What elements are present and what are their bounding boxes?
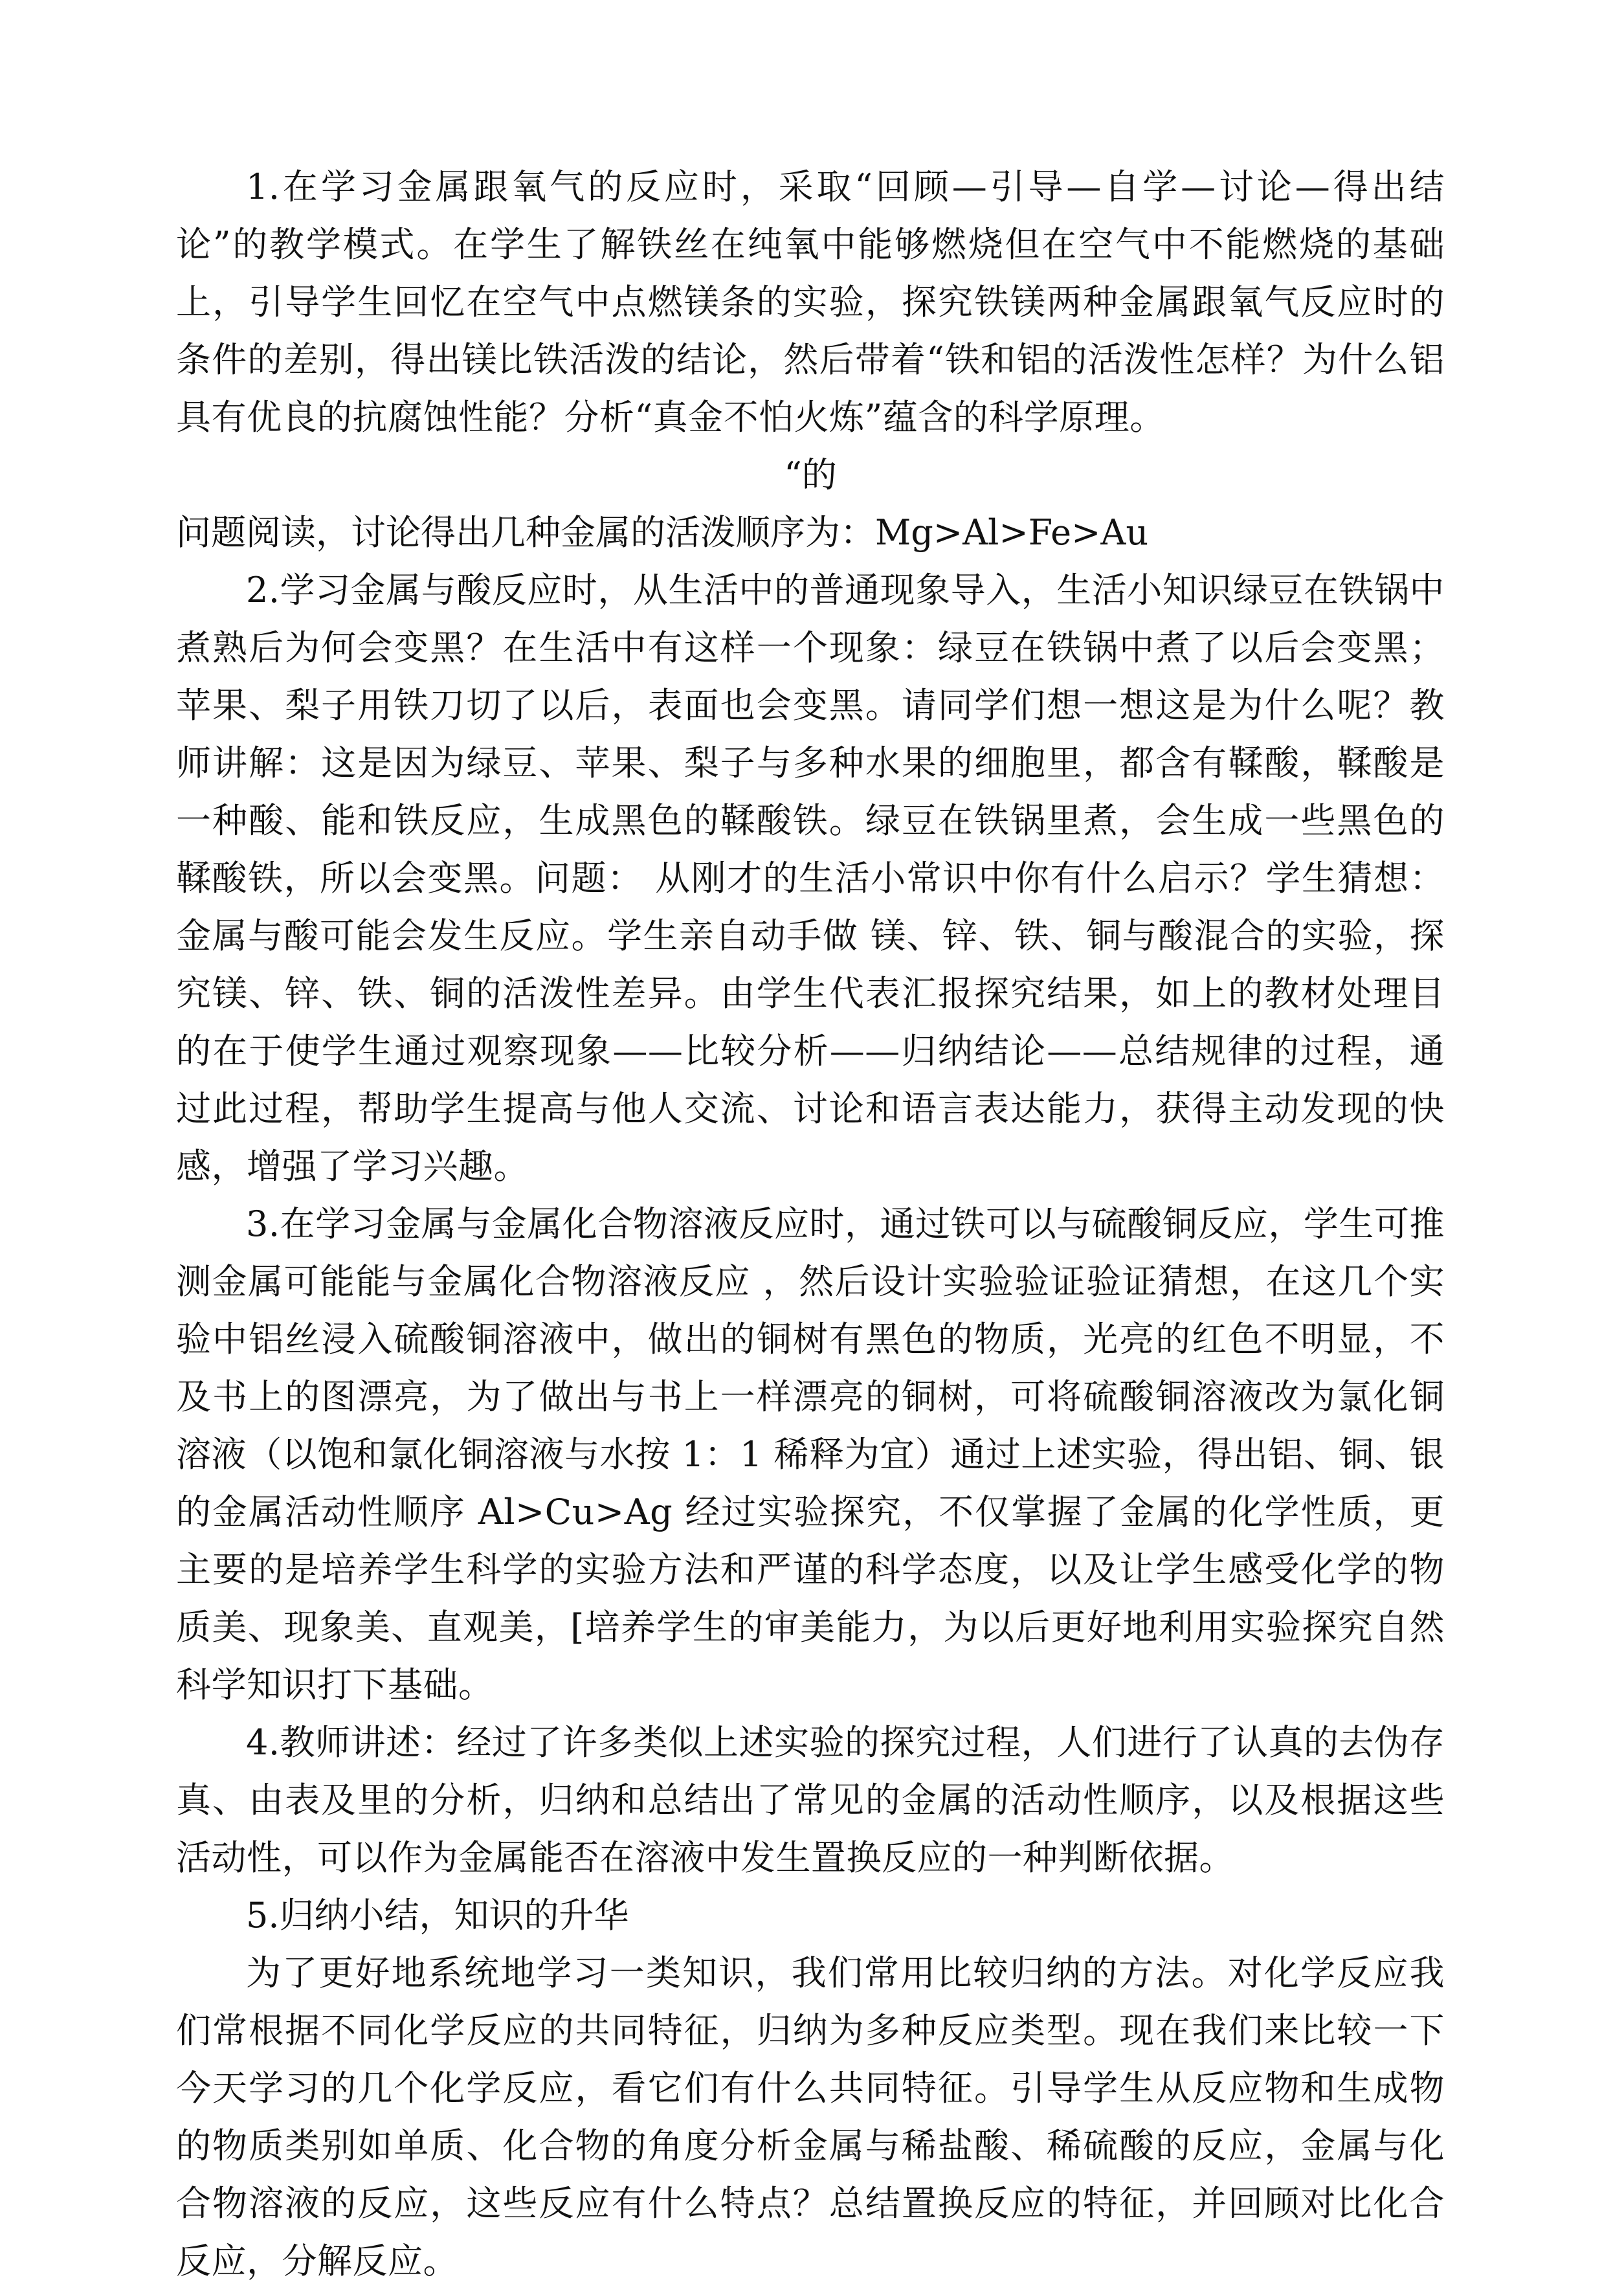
section-heading: 5.归纳小结，知识的升华: [246, 1895, 629, 1936]
document-body: [176, 158, 1445, 2290]
paragraph-1-fragment: “的: [784, 454, 837, 495]
paragraph-6: 为了更好地系统地学习一类知识，我们常用比较归纳的方法。对化学反应我们常根据不同化学反应的共同特征，归纳为多种反应类型。现在我们来比较一下今天学习的几个化学反应，看它们有什么共同特征。引导学生从反应物和生成物的物质类别如单质、化合物的角度分析金属与稀盐酸、稀硫酸的反应，金属与化合物溶液的反应，这些反应有什么特点？总结置换反应的特征，并回顾对比化合反应，分解反应。: [176, 1952, 1445, 2281]
paragraph-2: 2.学习金属与酸反应时，从生活中的普通现象导入，生活小知识绿豆在铁锅中煮熟后为何会变黑？在生活中有这样一个现象：绿豆在铁锅中煮了以后会变黑；苹果、梨子用铁刀切了以后，表面也会变黑。请同学们想一想这是为什么呢？教师讲解：这是因为绿豆、苹果、梨子与多种水果的细胞里，都含有鞣酸，鞣酸是一种酸、能和铁反应，生成黑色的鞣酸铁。绿豆在铁锅里煮，会生成一些黑色的鞣酸铁，所以会变黑。问题： 从刚才的生活小常识中你有什么启示？学生猜想：金属与酸可能会发生反应。学生亲自动手做 镁、锌、铁、铜与酸混合的实验，探究镁、锌、铁、铜的活泼性差异。由学生代表汇报探究结果，如上的教材处理目的在于使学生通过观察现象——比较分析——归纳结论——总结规律的过程，通过此过程，帮助学生提高与他人交流、讨论和语言表达能力，获得主动发现的快感，增强了学习兴趣。: [176, 570, 1445, 1187]
paragraph-1-tail: 问题阅读，讨论得出几种金属的活泼顺序为：Mg>Al>Fe>Au: [176, 512, 1149, 553]
paragraph-4: 4.教师讲述：经过了许多类似上述实验的探究过程，人们进行了认真的去伪存真、由表及里的分析，归纳和总结出了常见的金属的活动性顺序，以及根据这些活动性，可以作为金属能否在溶液中发生置换反应的一种判断依据。: [176, 1722, 1445, 1878]
paragraph-1: 1.在学习金属跟氧气的反应时，采取“回顾—引导—自学—讨论—得出结论”的教学模式。在学生了解铁丝在纯氧中能够燃烧但在空气中不能燃烧的基础上，引导学生回忆在空气中点燃镁条的实验，探究铁镁两种金属跟氧气反应时的条件的差别，得出镁比铁活泼的结论，然后带着“铁和铝的活泼性怎样？为什么铝具有优良的抗腐蚀性能？分析“真金不怕火炼”蕴含的科学原理。: [176, 166, 1445, 438]
paragraph-3: 3.在学习金属与金属化合物溶液反应时，通过铁可以与硫酸铜反应，学生可推测金属可能能与金属化合物溶液反应 ，然后设计实验验证验证猜想，在这几个实验中铝丝浸入硫酸铜溶液中，做出的铜树有黑色的物质，光亮的红色不明显，不及书上的图漂亮，为了做出与书上一样漂亮的铜树，可将硫酸铜溶液改为氯化铜溶液（以饱和氯化铜溶液与水按 1：1 稀释为宜）通过上述实验，得出铝、铜、银的金属活动性顺序 Al>Cu>Ag 经过实验探究，不仅掌握了金属的化学性质，更主要的是培养学生科学的实验方法和严谨的科学态度，以及让学生感受化学的物质美、现象美、直观美，[培养学生的审美能力，为以后更好地利用实验探究自然科学知识打下基础。: [176, 1203, 1445, 1705]
